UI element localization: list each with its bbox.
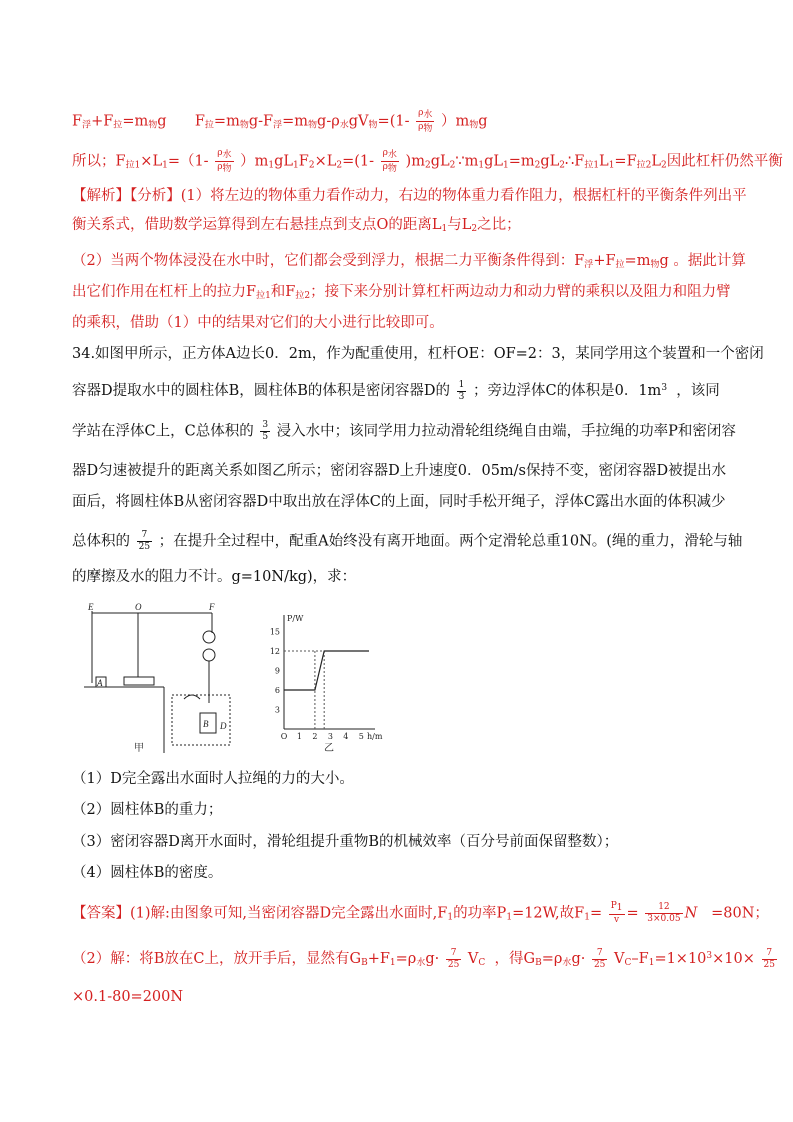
y-tick-label: 9 (274, 666, 280, 676)
analysis-line-5: （2）当两个物体浸没在水中时，它们都会受到浮力，根据二力平衡条件得到：$F_浮+F_拉=m_物g$ 。据此计算 (72, 253, 746, 270)
question-1: （1）D完全露出水面时人拉绳的力的大小。 (72, 771, 354, 787)
problem-line-3: 学站在浮体C上，C总体积的 $\frac{3}{5}$ 浸入水中；该同学用力拉动滑轮组绕绳自由端，手拉绳的功率P和密闭容 (72, 420, 736, 442)
x-tick-label: 2 (312, 732, 318, 741)
analysis-line-6: 出它们作用在杠杆上的拉力$F_{拉1}$和$F_{拉2}$；接下来分别计算杠杆两边动力和动力臂的乘积以及阻力和阻力臂 (72, 284, 731, 301)
series-line (284, 651, 369, 690)
x-axis-label: h/m (367, 732, 383, 741)
analysis-line-2: 所以；$F_{拉1}\times L_1=(1-$ $\frac{\rho_水}{\rho_物}$ ）$m_1gL_1F_2\times L_2=(1-$ $\frac{\rho_水}{\rho_物}$ )$m_2gL_2\because m_1gL_1=m_2gL_2\therefore F_{拉1}L_1=F_{拉2}L_2$因此杠杆仍然平衡 (72, 148, 783, 174)
x-tick-label: 1 (296, 732, 303, 741)
problem-line-4: 器D匀速被提升的距离关系如图乙所示；密闭容器D上升速度0．05m/s保持不变，密闭容器D被提出水 (72, 463, 727, 479)
question-3: （3）密闭容器D离开水面时，滑轮组提升重物B的机械效率（百分号前面保留整数）； (72, 834, 619, 850)
x-tick-label: 5 (358, 732, 364, 741)
analysis-line-4: 衡关系式，借助数学运算得到左右悬挂点到支点O的距离$L_1$与$L_2$之比； (72, 217, 521, 234)
answer-line-3: ×0.1-80=200N (72, 989, 184, 1005)
chart-yi (270, 614, 383, 741)
y-tick-label: 3 (274, 705, 280, 715)
label-F: F (209, 602, 215, 612)
fraction-seven-25: $\frac{7}{25}$ (763, 947, 775, 970)
problem-line-5: 面后，将圆柱体B从密闭容器D中取出放在浮体C的上面，同时手松开绳子，浮体C露出水面的体积减少 (72, 494, 726, 510)
question-4: （4）圆柱体B的密度。 (72, 865, 223, 881)
fraction-seven-25: $\frac{7}{25}$ (138, 530, 151, 552)
problem-line-7: 的摩擦及水的阻力不计。g=10N/kg)，求： (72, 569, 357, 585)
answer-line-1: 【答案】(1)解:由图象可知,当密闭容器D完全露出水面时$,F_1$的功率$P_1=12W$,故$F_1=$ $\frac{P_1}{v}$ = $\frac{12}{3\times 0.05}$ N =80N； (72, 901, 769, 925)
label-E: E (88, 602, 94, 612)
analysis-line-7: 的乘积，借助（1）中的结果对它们的大小进行比较即可。 (72, 315, 444, 331)
x-tick-label: 3 (327, 732, 333, 741)
analysis-line-1: $F_浮+F_拉=m_物g$ $F_拉=m_物g-F_浮=m_物g-\rho_水gV_物=(1-$ $\frac{\rho_水}{\rho_物}$ ）$m_物g$ (72, 108, 488, 134)
caption-yi: 乙 (324, 743, 334, 754)
label-B: B (203, 719, 209, 729)
y-tick-label: 15 (269, 627, 280, 637)
fraction-seven-25: $\frac{7}{25}$ (447, 947, 460, 970)
fraction-p-over-v: $\frac{P_1}{v}$ (610, 901, 623, 925)
label-A: A (97, 678, 103, 688)
y-tick-label: 6 (274, 686, 280, 695)
label-O: O (135, 602, 142, 612)
analysis-line-3: 【解析】【分析】(1）将左边的物体重力看作动力，右边的物体重力看作阻力，根据杠杆的平衡条件列出平 (72, 188, 747, 204)
answer-line-2: （2）解：将B放在C上，放开手后，显然有$G_B+F_1=\rho_水g\cdot$ $\frac{7}{25}$ $V_C$ ，得$G_B=\rho_水g\cdot$ $\frac{7}{25}$ $V_C-F_1=1\times 10^3\times 10\times$ $\frac{7}{25}$ (72, 947, 775, 970)
fraction-12-over: $\frac{12}{3\times 0.05}$ (647, 902, 681, 924)
caption-jia: 甲 (134, 743, 144, 754)
fraction-seven-25: $\frac{7}{25}$ (593, 947, 606, 970)
figure-diagrams (84, 603, 384, 753)
fraction-one-third: $\frac{1}{3}$ (458, 379, 465, 402)
x-tick-label: O (280, 732, 288, 741)
problem-line-1: 34.如图甲所示，正方体A边长0．2m，作为配重使用，杠杆OE：OF=2：3，某同学用这个装置和一个密闭 (72, 346, 764, 362)
label-D: D (220, 721, 227, 731)
diagram-jia (84, 611, 230, 753)
fraction-rho: $\frac{\rho_水}{\rho_物}$ (382, 148, 397, 174)
problem-line-6: 总体积的 $\frac{7}{25}$ ；在提升全过程中，配重A始终没有离开地面。两个定滑轮总重10N。(绳的重力，滑轮与轴 (72, 530, 743, 552)
question-2: （2）圆柱体B的重力； (72, 802, 223, 818)
problem-line-2: 容器D提取水中的圆柱体B，圆柱体B的体积是密闭容器D的 $\frac{1}{3}$ ；旁边浮体C的体积是0．$1m^3$ ，该同 (72, 379, 720, 402)
fraction-rho: $\frac{\rho_水}{\rho_物}$ (418, 108, 433, 134)
fraction-rho: $\frac{\rho_水}{\rho_物}$ (217, 148, 232, 174)
fraction-three-fifths: $\frac{3}{5}$ (262, 420, 269, 442)
y-axis-label: P/W (287, 614, 304, 623)
y-tick-label: 12 (269, 647, 280, 656)
x-tick-label: 4 (343, 732, 349, 741)
